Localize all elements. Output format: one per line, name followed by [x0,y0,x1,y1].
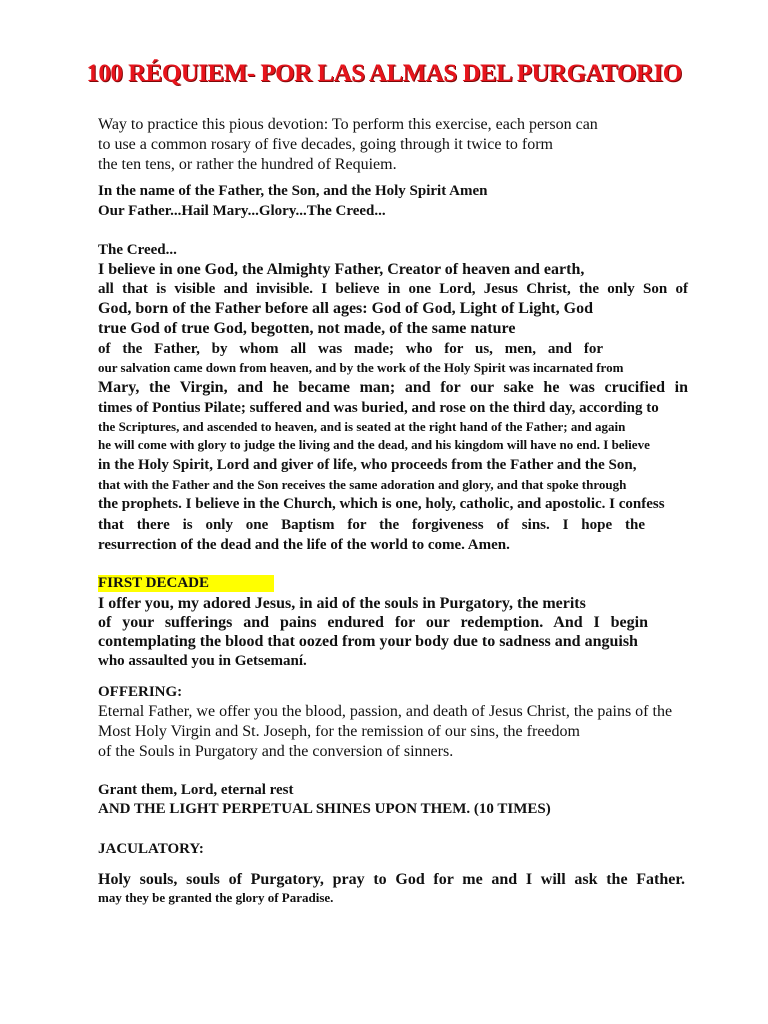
first-decade-heading [98,575,274,592]
creed-line: all that is visible and invisible. I believe in one Lord, Jesus Christ, the only Son of [98,281,688,297]
first-decade-line: of your sufferings and pains endured for our redemption. And I begin [98,614,648,631]
offering-heading: OFFERING: [98,684,183,700]
creed-line: times of Pontius Pilate; suffered and was buried, and rose on the third day, according to [98,400,659,416]
jaculatory-line: may they be granted the glory of Paradise. [98,890,334,905]
creed-line: the prophets. I believe in the Church, which is one, holy, catholic, and apostolic. I confess [98,496,665,512]
creed-line: that there is only one Baptism for the forgiveness of sins. I hope the [98,517,645,533]
page-title: 100 RÉQUIEM- POR LAS ALMAS DEL PURGATORIO [86,60,682,87]
first-decade-line: who assaulted you in Getsemaní. [98,653,307,669]
creed-line: I believe in one God, the Almighty Father, Creator of heaven and earth, [98,261,585,278]
jaculatory-heading: JACULATORY: [98,841,204,857]
opening-line: Our Father...Hail Mary...Glory...The Creed... [98,203,386,219]
creed-line: true God of true God, begotten, not made, of the same nature [98,320,516,337]
creed-line: God, born of the Father before all ages: God of God, Light of Light, God [98,300,593,317]
creed-line: in the Holy Spirit, Lord and giver of life, who proceeds from the Father and the Son, [98,457,637,473]
first-decade-line: contemplating the blood that oozed from your body due to sadness and anguish [98,633,638,650]
grant-line: Grant them, Lord, eternal rest [98,782,294,798]
first-decade-heading-text: FIRST DECADE [98,575,274,592]
creed-line: Mary, the Virgin, and he became man; and for our sake he was crucified in [98,379,688,396]
intro-line: Way to practice this pious devotion: To perform this exercise, each person can [98,116,598,133]
creed-line: resurrection of the dead and the life of the world to come. Amen. [98,537,510,553]
creed-line: the Scriptures, and ascended to heaven, and is seated at the right hand of the Father; and again [98,419,626,434]
creed-line: our salvation came down from heaven, and by the work of the Holy Spirit was incarnated from [98,360,624,375]
offering-line: of the Souls in Purgatory and the conversion of sinners. [98,743,454,760]
creed-heading: The Creed... [98,242,177,258]
creed-line: of the Father, by whom all was made; who for us, men, and for [98,341,603,357]
grant-line: AND THE LIGHT PERPETUAL SHINES UPON THEM. (10 TIMES) [98,801,551,817]
opening-line: In the name of the Father, the Son, and the Holy Spirit Amen [98,183,488,199]
offering-line: Most Holy Virgin and St. Joseph, for the remission of our sins, the freedom [98,723,580,740]
intro-line: to use a common rosary of five decades, going through it twice to form [98,136,553,153]
creed-line: he will come with glory to judge the living and the dead, and his kingdom will have no end. I believe [98,437,650,452]
first-decade-line: I offer you, my adored Jesus, in aid of the souls in Purgatory, the merits [98,595,586,612]
intro-line: the ten tens, or rather the hundred of Requiem. [98,156,397,173]
creed-line: that with the Father and the Son receives the same adoration and glory, and that spoke through [98,477,627,492]
offering-line: Eternal Father, we offer you the blood, passion, and death of Jesus Christ, the pains of the [98,703,673,720]
jaculatory-line: Holy souls, souls of Purgatory, pray to God for me and I will ask the Father. [98,871,685,888]
